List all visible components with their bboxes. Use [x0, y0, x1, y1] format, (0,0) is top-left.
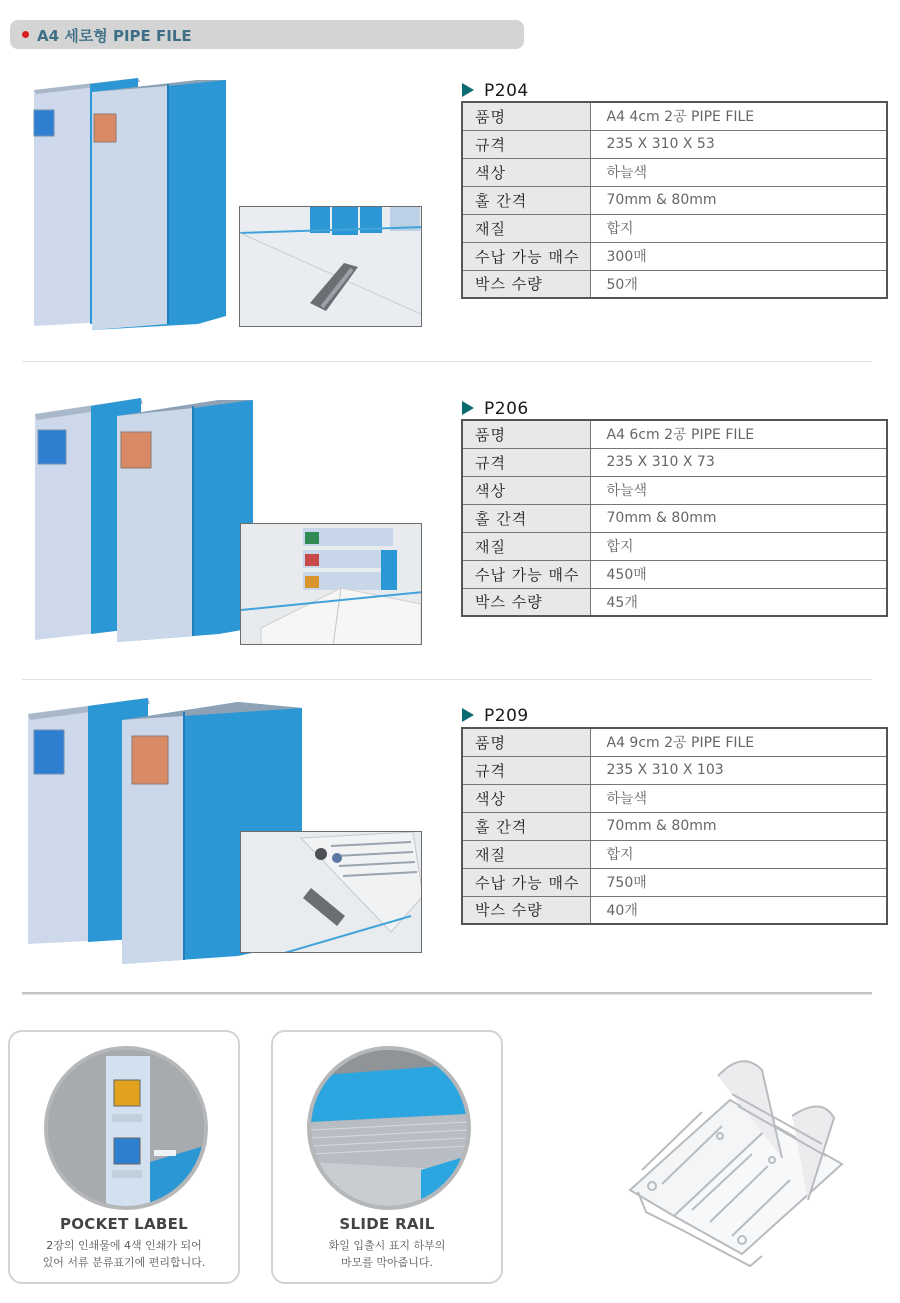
table-row	[462, 756, 887, 784]
table-row	[462, 812, 887, 840]
feature-desc-line: 있어 서류 분류표기에 편리합니다.	[42, 1256, 206, 1269]
spec-label: 색상	[462, 784, 590, 812]
section-divider	[22, 361, 872, 362]
spec-label: 홀 간격	[462, 504, 590, 532]
spec-value: 합지	[590, 840, 887, 868]
spec-label: 품명	[462, 728, 590, 756]
spec-value: 70mm & 80mm	[590, 186, 887, 214]
table-row	[462, 840, 887, 868]
table-row	[462, 728, 887, 756]
spec-label: 색상	[462, 158, 590, 186]
table-row	[462, 532, 887, 560]
section-divider-thick	[22, 992, 872, 995]
product-code-heading-p209	[462, 706, 529, 726]
spec-label: 규격	[462, 448, 590, 476]
binder-pair-photo-p206	[33, 396, 255, 644]
section-title-bar	[10, 20, 524, 49]
spec-value: 합지	[590, 532, 887, 560]
section-title: A4 세로형 PIPE FILE	[37, 27, 192, 45]
table-row	[462, 504, 887, 532]
binder-open-inset-p204	[239, 206, 422, 327]
spec-value: A4 4cm 2공 PIPE FILE	[590, 102, 887, 130]
table-row	[462, 130, 887, 158]
table-row	[462, 186, 887, 214]
binder-open-inset-p206	[240, 523, 422, 645]
play-triangle-icon	[462, 401, 474, 415]
spec-label: 수납 가능 매수	[462, 242, 590, 270]
feature-title: POCKET LABEL	[59, 1215, 189, 1233]
spec-value: 하늘색	[590, 784, 887, 812]
product-code: P209	[484, 706, 529, 726]
spec-label: 박스 수량	[462, 588, 590, 616]
slide-rail-photo	[307, 1046, 471, 1210]
pipe-mechanism-illustration	[622, 1040, 854, 1274]
product-code: P206	[484, 399, 529, 419]
feature-card-pocket-label	[8, 1030, 240, 1284]
binder-pair-photo-p204	[28, 76, 228, 332]
feature-desc-line: 마모를 막아줍니다.	[340, 1256, 433, 1269]
table-row	[462, 448, 887, 476]
spec-value: A4 9cm 2공 PIPE FILE	[590, 728, 887, 756]
spec-value: 750매	[590, 868, 887, 896]
spec-value: 70mm & 80mm	[590, 812, 887, 840]
spec-value: 하늘색	[590, 158, 887, 186]
product-code-heading-p206	[462, 399, 529, 419]
spec-value: 45개	[590, 588, 887, 616]
feature-description	[273, 1237, 501, 1271]
table-row	[462, 588, 887, 616]
table-row	[462, 242, 887, 270]
spec-table-p204	[461, 101, 888, 299]
binder-open-inset-p209	[240, 831, 422, 953]
spec-value: 40개	[590, 896, 887, 924]
table-row	[462, 784, 887, 812]
table-row	[462, 868, 887, 896]
spec-value: 하늘색	[590, 476, 887, 504]
feature-description	[10, 1237, 238, 1271]
product-code-heading-p204	[462, 81, 529, 101]
spec-value: 50개	[590, 270, 887, 298]
feature-title: SLIDE RAIL	[339, 1215, 435, 1233]
table-row	[462, 158, 887, 186]
play-triangle-icon	[462, 83, 474, 97]
table-row	[462, 270, 887, 298]
spec-table-p206	[461, 419, 888, 617]
spec-value: 450매	[590, 560, 887, 588]
spec-label: 수납 가능 매수	[462, 560, 590, 588]
table-row	[462, 420, 887, 448]
product-code: P204	[484, 81, 529, 101]
section-divider	[22, 679, 872, 680]
table-row	[462, 896, 887, 924]
pocket-label-photo	[44, 1046, 208, 1210]
spec-value: 70mm & 80mm	[590, 504, 887, 532]
spec-label: 홀 간격	[462, 186, 590, 214]
spec-label: 규격	[462, 756, 590, 784]
play-triangle-icon	[462, 708, 474, 722]
spec-label: 홀 간격	[462, 812, 590, 840]
spec-value: 235 X 310 X 73	[590, 448, 887, 476]
table-row	[462, 560, 887, 588]
spec-label: 품명	[462, 420, 590, 448]
table-row	[462, 102, 887, 130]
spec-table-p209	[461, 727, 888, 925]
feature-card-slide-rail	[271, 1030, 503, 1284]
spec-value: 235 X 310 X 103	[590, 756, 887, 784]
spec-label: 박스 수량	[462, 270, 590, 298]
spec-value: A4 6cm 2공 PIPE FILE	[590, 420, 887, 448]
feature-desc-line: 화일 입출시 표지 하부의	[328, 1239, 446, 1252]
spec-label: 재질	[462, 532, 590, 560]
table-row	[462, 476, 887, 504]
feature-desc-line: 2장의 인쇄물에 4색 인쇄가 되어	[46, 1239, 202, 1252]
spec-value: 합지	[590, 214, 887, 242]
spec-label: 규격	[462, 130, 590, 158]
spec-label: 품명	[462, 102, 590, 130]
spec-label: 박스 수량	[462, 896, 590, 924]
table-row	[462, 214, 887, 242]
spec-label: 재질	[462, 214, 590, 242]
spec-label: 수납 가능 매수	[462, 868, 590, 896]
bullet-dot-icon	[22, 31, 29, 38]
spec-value: 235 X 310 X 53	[590, 130, 887, 158]
spec-label: 재질	[462, 840, 590, 868]
spec-label: 색상	[462, 476, 590, 504]
spec-value: 300매	[590, 242, 887, 270]
